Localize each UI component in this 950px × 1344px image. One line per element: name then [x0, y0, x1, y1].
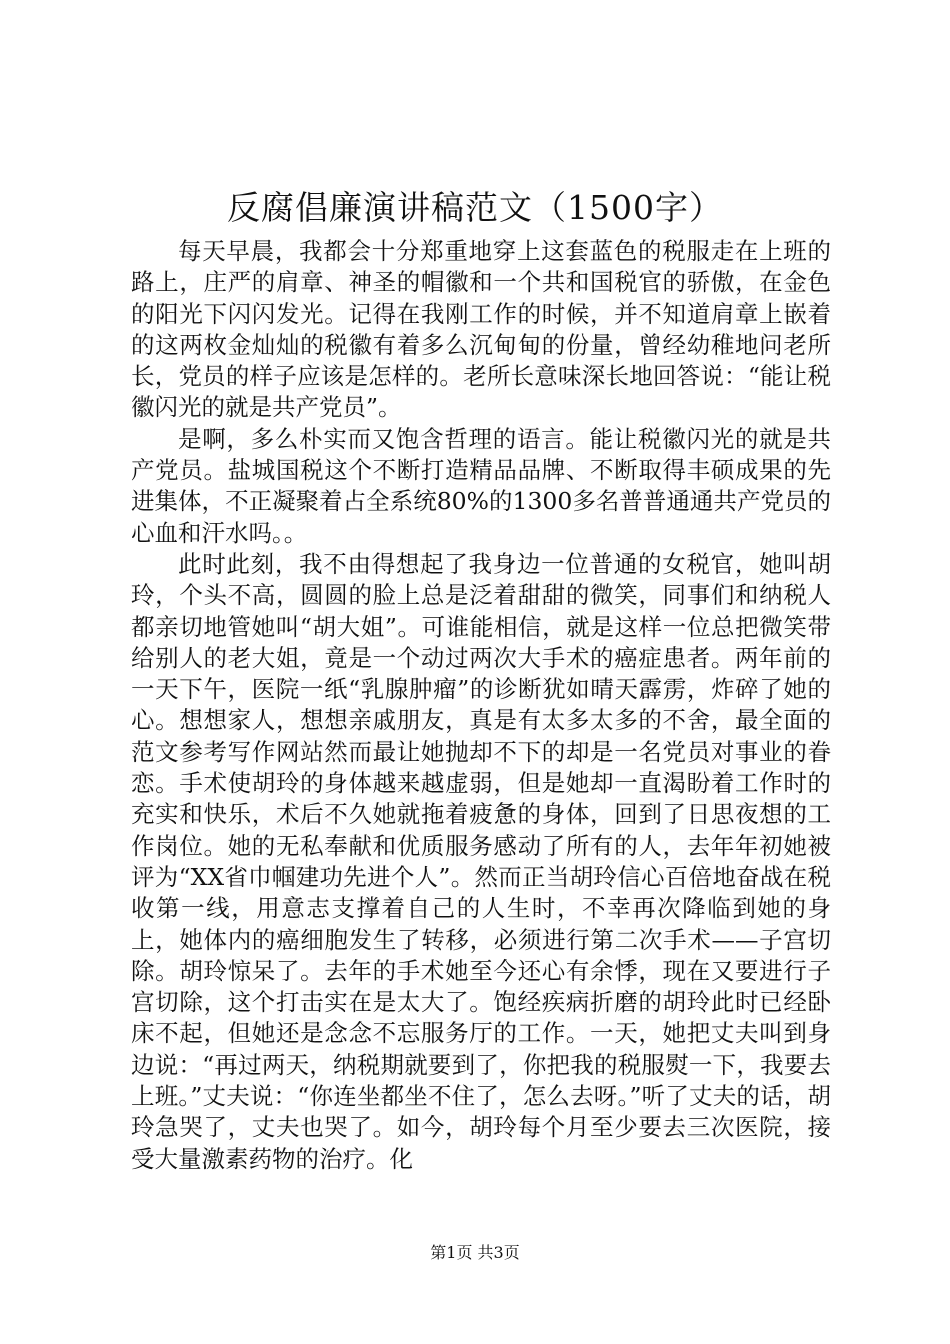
paragraph-2: 是啊，多么朴实而又饱含哲理的语言。能让税徽闪光的就是共产党员。盐城国税这个不断打造精品品牌、不断取得丰硕成果的先进集体，不正凝聚着占全系统80%的1300多名普普通通共产党员的心血和汗水吗。。	[131, 424, 831, 547]
document-title: 反腐倡廉演讲稿范文（1500字）	[227, 188, 723, 227]
page-number-footer: 第1页 共3页	[430, 1243, 520, 1262]
paragraph-1: 每天早晨，我都会十分郑重地穿上这套蓝色的税服走在上班的路上，庄严的肩章、神圣的帽徽和一个共和国税官的骄傲，在金色的阳光下闪闪发光。记得在我刚工作的时候，并不知道肩章上嵌着的这两枚金灿灿的税徽有着多么沉甸甸的份量，曾经幼稚地问老所长，党员的样子应该是怎样的。老所长意味深长地回答说：“能让税徽闪光的就是共产党员”。	[131, 237, 831, 422]
paragraph-3: 此时此刻，我不由得想起了我身边一位普通的女税官，她叫胡玲，个头不高，圆圆的脸上总是泛着甜甜的微笑，同事们和纳税人都亲切地管她叫“胡大姐”。可谁能相信，就是这样一位总把微笑带给别人的老大姐，竟是一个动过两次大手术的癌症患者。两年前的一天下午，医院一纸“乳腺肿瘤”的诊断犹如晴天霹雳，炸碎了她的心。想想家人，想想亲戚朋友，真是有太多太多的不舍，最全面的范文参考写作网站然而最让她抛却不下的却是一名党员对事业的眷恋。手术使胡玲的身体越来越虚弱，但是她却一直渴盼着工作时的充实和快乐，术后不久她就拖着疲惫的身体，回到了日思夜想的工作岗位。她的无私奉献和优质服务感动了所有的人，去年年初她被评为“XX省巾帼建功先进个人”。然而正当胡玲信心百倍地奋战在税收第一线，用意志支撑着自己的人生时，不幸再次降临到她的身上，她体内的癌细胞发生了转移，必须进行第二次手术——子宫切除。胡玲惊呆了。去年的手术她至今还心有余悸，现在又要进行子宫切除，这个打击实在是太大了。饱经疾病折磨的胡玲此时已经卧床不起，但她还是念念不忘服务厅的工作。一天，她把丈夫叫到身边说：“再过两天，纳税期就要到了，你把我的税服熨一下，我要去上班。”丈夫说：“你连坐都坐不住了，怎么去呀。”听了丈夫的话，胡玲急哭了，丈夫也哭了。如今，胡玲每个月至少要去三次医院，接受大量激素药物的治疗。化	[131, 549, 831, 1173]
document-body	[131, 236, 831, 1175]
